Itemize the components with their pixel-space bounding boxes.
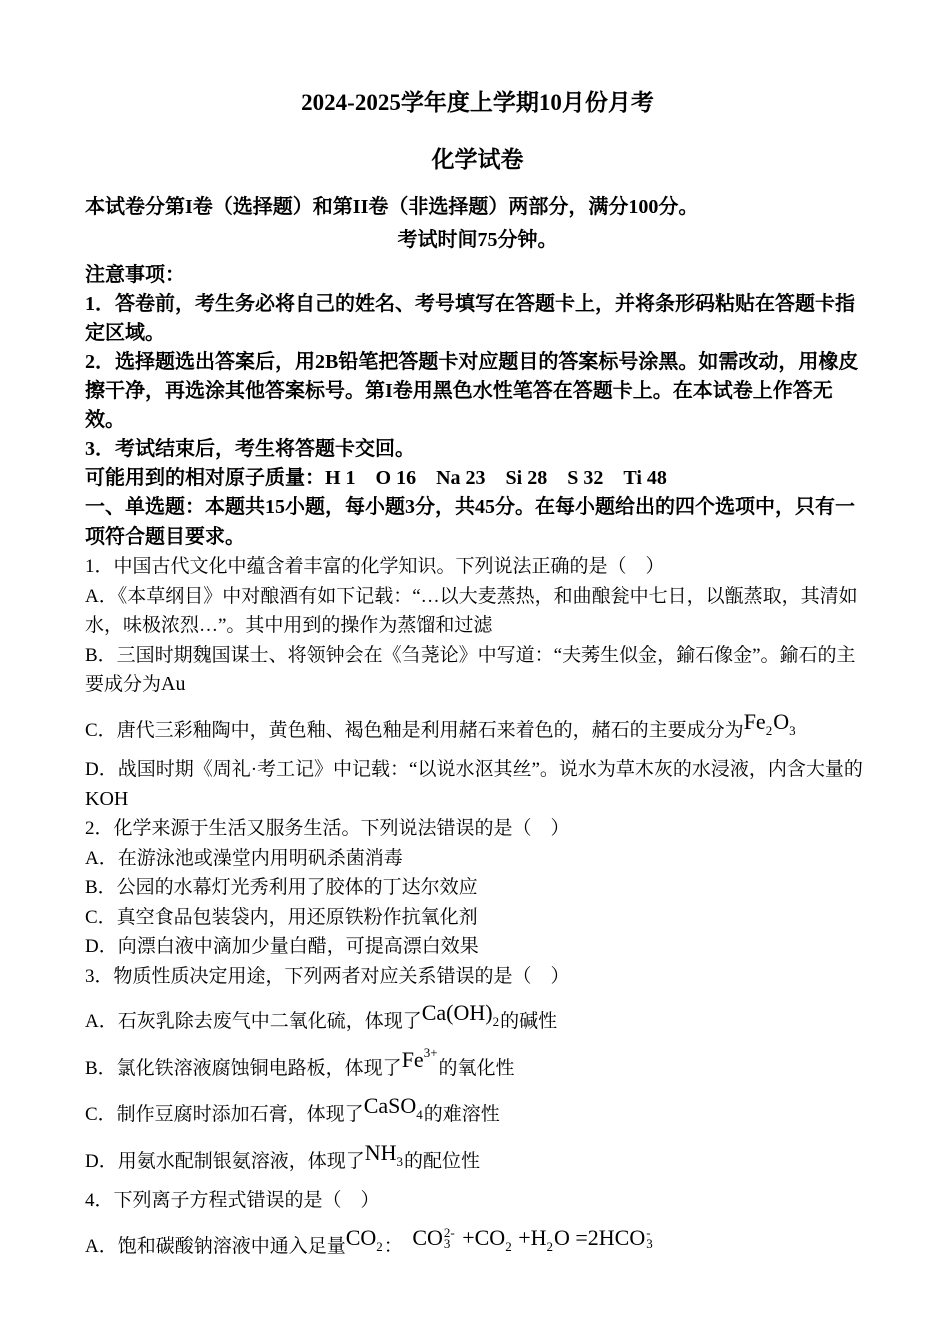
- question-2-option-c: C．真空食品包装袋内，用还原铁粉作抗氧化剂: [85, 906, 478, 928]
- question-4-stem: 4．下列离子方程式错误的是（ ）: [85, 1190, 380, 1211]
- question-3-option-a: A．石灰乳除去废气中二氧化硫，体现了Ca(OH)2的碱性: [85, 1000, 558, 1032]
- atomic-mass-line: 可能用到的相对原子质量：H 1 O 16 Na 23 Si 28 S 32 Ti 48: [85, 467, 667, 489]
- question-1-option-c: C．唐代三彩釉陶中，黄色釉、褐色釉是利用赭石来着色的，赭石的主要成分为Fe2O3: [85, 708, 796, 741]
- chem-sub-sup: - 3: [646, 1224, 653, 1251]
- question-3-option-b: B．氯化铁溶液腐蚀铜电路板，体现了$Fe^{3+}$的氧化性: [85, 1044, 515, 1079]
- question-3-stem: 3．物质性质决定用途，下列两者对应关系错误的是（ ）: [85, 965, 570, 987]
- question-4-option-a: A．饱和碳酸钠溶液中通入足量CO2： CO 2- 3 +CO2 +H2O =2HCO - 3: [85, 1224, 653, 1257]
- notice-item-2: 2．选择题选出答案后，用2B铅笔把答题卡对应题目的答案标号涂黑。如需改动，用橡皮擦干净，再选涂其他答案标号。第I卷用黑色水性笔答在答题卡上。在本试卷上作答无效。: [85, 351, 859, 431]
- notice-item-3: 3．考试结束后，考生将答题卡交回。: [85, 438, 415, 460]
- question-3-option-c: C．制作豆腐时添加石膏，体现了CaSO4的难溶性: [85, 1093, 500, 1125]
- question-2-option-b: B．公园的水幕灯光秀利用了胶体的丁达尔效应: [85, 877, 478, 898]
- notice-item-1: 1．答卷前，考生务必将自己的姓名、考号填写在答题卡上，并将条形码粘贴在答题卡指定区域。: [85, 293, 855, 344]
- question-2-option-d: D．向漂白液中滴加少量白醋，可提高漂白效果: [85, 936, 479, 957]
- question-1-stem: 1．中国古代文化中蕴含着丰富的化学知识。下列说法正确的是（ ）: [85, 556, 665, 577]
- intro-line-1: 本试卷分第I卷（选择题）和第II卷（非选择题）两部分，满分100分。: [85, 196, 699, 218]
- question-3-option-d: D．用氨水配制银氨溶液，体现了NH3的配位性: [85, 1139, 481, 1172]
- intro-line-2: 考试时间75分钟。: [397, 229, 558, 251]
- notice-heading: 注意事项：: [85, 264, 185, 286]
- page-subtitle: 化学试卷: [431, 147, 524, 172]
- question-2: [85, 814, 870, 962]
- question-2-option-a: A．在游泳池或澡堂内用明矾杀菌消毒: [85, 847, 403, 869]
- chem-sub-sup: 2- 3: [443, 1224, 455, 1251]
- question-2-stem: 2．化学来源于生活又服务生活。下列说法错误的是（ ）: [85, 818, 570, 839]
- question-1: [85, 552, 870, 814]
- question-1-option-d: D．战国时期《周礼·考工记》中记载：“以说水沤其丝”。说水为草木灰的水浸液，内含大量的KOH: [85, 759, 863, 810]
- section-1-heading: 一、单选题：本题共15小题，每小题3分，共45分。在每小题给出的四个选项中，只有一项符合题目要求。: [85, 496, 855, 548]
- question-3: [85, 962, 870, 1178]
- question-1-option-b: B．三国时期魏国谋士、将领钟会在《刍荛论》中写道：“夫莠生似金，鍮石像金”。鍮石的主要成分为Au: [85, 644, 856, 695]
- question-1-option-a: A．《本草纲目》中对酿酒有如下记载：“…以大麦蒸热，和曲酿瓮中七日，以甑蒸取，其清如水，味极浓烈…”。其中用到的操作为蒸馏和过滤: [85, 585, 858, 636]
- question-4: [85, 1186, 870, 1262]
- page-title: 2024-2025学年度上学期10月份月考: [301, 90, 654, 115]
